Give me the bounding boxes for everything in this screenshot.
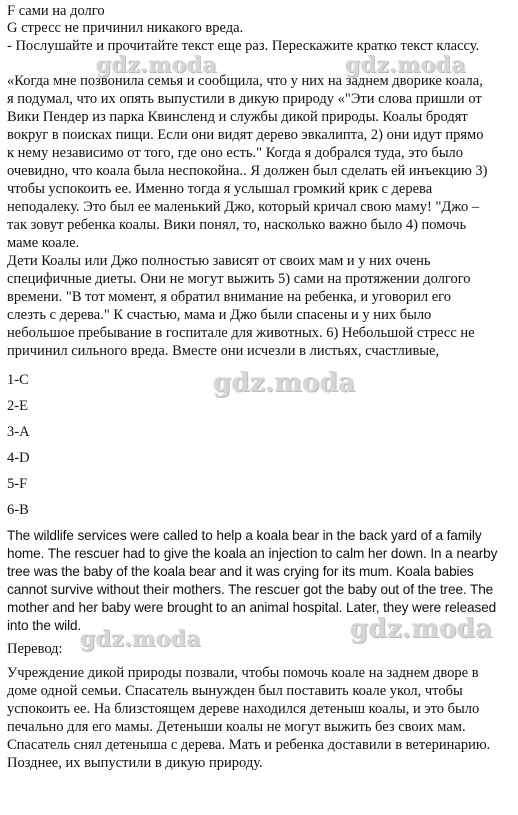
translation-label: Перевод: — [7, 641, 63, 657]
answer-item: 2-E — [7, 398, 28, 414]
russian-text-line: слезть с дерева." К счастью, мама и Джо были спасены и у них было — [7, 307, 432, 323]
answer-g-line: G стресс не причинил никакого вреда. — [7, 20, 244, 36]
russian-text-line: Вики Пендер из парка Квинсленд и службы дикой природы. Коалы бродят — [7, 109, 468, 125]
english-summary-line: into the wild. — [7, 618, 82, 633]
watermark: gdz.moda — [213, 368, 356, 398]
answer-item: 1-C — [7, 372, 29, 388]
translation-line: доме одной семьи. Спасатель вынужден был поставить коале укол, чтобы — [7, 683, 463, 699]
instruction-line: - Послушайте и прочитайте текст еще раз. Перескажите кратко текст классу. — [7, 38, 480, 54]
russian-text-line: причинил сильного вреда. Вместе они исчезли в листьях, счастливые, — [7, 343, 440, 359]
translation-line: печально для его мамы. Детеныши коалы не могут выжить без своих мам. — [7, 719, 466, 735]
russian-text-line: чтобы успокоить ее. Именно тогда я услышал громкий крик с дерева — [7, 181, 433, 197]
english-summary-line: tree was the baby of the koala bear and it was crying for its mum. Koala babies — [7, 564, 474, 579]
watermark: gdz.moda — [350, 614, 493, 644]
translation-line: Позднее, их выпустили в дикую природу. — [7, 755, 263, 771]
translation-line: Спасатель снял детеныша с дерева. Мать и ребенка доставили в ветеринарию. — [7, 737, 491, 753]
translation-line: Учреждение дикой природы позвали, чтобы помочь коале на заднем дворе в — [7, 665, 479, 681]
answer-f-line: F сами на долго — [7, 3, 105, 19]
russian-text-line: вокруг в поисках пищи. Если они видят дерево эвкалипта, 2) они идут прямо — [7, 127, 484, 143]
answer-item: 5-F — [7, 476, 28, 492]
watermark: gdz.moda — [96, 52, 217, 78]
russian-text-line: специфичные диеты. Они не могут выжить 5) сами на протяжении долгого — [7, 271, 471, 287]
russian-text-line: неподалеку. Это был ее маленький Джо, который кричал свою маму! "Джо – — [7, 199, 480, 215]
answer-item: 3-A — [7, 424, 30, 440]
russian-text-line: небольшое пребывание в госпитале для животных. 6) Небольшой стресс не — [7, 325, 475, 341]
russian-text-line: я подумал, что их опять выпустили в дикую природу «"Эти слова пришли от — [7, 91, 482, 107]
english-summary-line: The wildlife services were called to help a koala bear in the back yard of a family — [7, 528, 482, 543]
russian-text-line: к нему независимо от того, где оно есть." Когда я добрался туда, это было — [7, 145, 464, 161]
english-summary-line: cannot survive without their mothers. The rescuer got the baby out of the tree. The — [7, 582, 494, 597]
russian-text-line: очевидно, что коала была неспокойна.. Я должен был сделать ей инъекцию 3) — [7, 163, 488, 179]
answer-item: 4-D — [7, 450, 30, 466]
russian-text-line: времени. "В тот момент, я обратил внимание на ребенка, и уговорил его — [7, 289, 451, 305]
russian-text-line: Дети Коалы или Джо полностью зависят от своих мам и у них очень — [7, 253, 431, 269]
russian-text-line: так зовут ребенка коалы. Вики понял, то, насколько важно было 4) помочь — [7, 217, 467, 233]
answer-item: 6-B — [7, 502, 29, 518]
watermark: gdz.moda — [345, 52, 466, 78]
watermark: gdz.moda — [80, 626, 201, 652]
translation-line: успокоить ее. На близстоящем дереве находился детеныш коалы, и это было — [7, 701, 480, 717]
english-summary-line: home. The rescuer had to give the koala an injection to calm her down. In a nearby — [7, 546, 498, 561]
russian-text-line: маме коале. — [7, 235, 80, 251]
english-summary-line: mother and her baby were brought to an animal hospital. Later, they were released — [7, 600, 497, 615]
russian-text-line: «Когда мне позвонила семья и сообщила, что у них на заднем дворике коала, — [7, 73, 483, 89]
